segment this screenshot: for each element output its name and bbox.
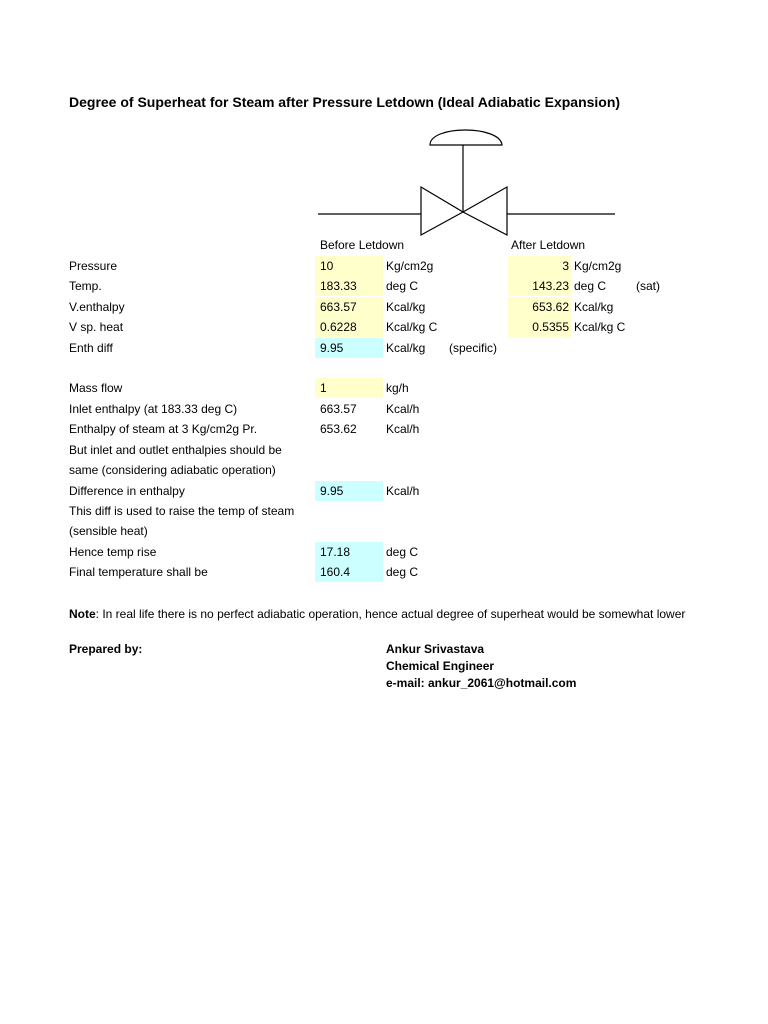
before-value: 663.57 [315, 297, 383, 317]
valve-actuator [430, 130, 502, 145]
author-name: Ankur Srivastava [386, 642, 485, 656]
calc-unit: kg/h [386, 381, 409, 395]
header-before-letdown: Before Letdown [320, 238, 405, 252]
calc-value: 1 [315, 378, 383, 398]
saturation-note: (sat) [636, 279, 660, 293]
row-label: Pressure [69, 259, 118, 273]
after-unit: deg C [574, 279, 607, 293]
after-value: 3 [508, 256, 571, 276]
after-value: 143.23 [508, 276, 571, 296]
calc-value: 663.57 [320, 402, 357, 416]
before-value: 0.6228 [315, 317, 383, 337]
after-value: 653.62 [508, 297, 571, 317]
calc-unit: Kcal/h [386, 402, 420, 416]
calc-value: 160.4 [315, 562, 383, 582]
calc-value: 653.62 [320, 422, 357, 436]
calc-label: Final temperature shall be [69, 565, 208, 579]
valve-diagram-icon [310, 120, 630, 240]
calc-label: This diff is used to raise the temp of steam [69, 504, 295, 518]
author-role: Chemical Engineer [386, 659, 495, 673]
calc-label: Inlet enthalpy (at 183.33 deg C) [69, 402, 238, 416]
after-value: 0.5355 [508, 317, 571, 337]
before-unit: Kcal/kg C [386, 320, 438, 334]
calc-label: Difference in enthalpy [69, 484, 185, 498]
before-unit: Kcal/kg [386, 341, 426, 355]
calc-label: (sensible heat) [69, 524, 148, 538]
before-value: 10 [315, 256, 383, 276]
calc-label: But inlet and outlet enthalpies should be [69, 443, 282, 457]
before-unit: deg C [386, 279, 419, 293]
before-unit: Kg/cm2g [386, 259, 434, 273]
calc-unit: Kcal/h [386, 484, 420, 498]
row-label: Temp. [69, 279, 102, 293]
calc-value: 9.95 [315, 481, 383, 501]
valve-body-right [463, 187, 507, 235]
calc-label: Mass flow [69, 381, 123, 395]
calc-value: 17.18 [315, 542, 383, 562]
calc-unit: deg C [386, 565, 419, 579]
before-unit: Kcal/kg [386, 300, 426, 314]
calc-label: same (considering adiabatic operation) [69, 463, 276, 477]
calc-unit: Kcal/h [386, 422, 420, 436]
after-unit: Kcal/kg C [574, 320, 626, 334]
after-unit: Kcal/kg [574, 300, 614, 314]
author-email: e-mail: ankur_2061@hotmail.com [386, 676, 577, 690]
note-body: : In real life there is no perfect adiabatic operation, hence actual degree of superheat would be somewhat lower [95, 607, 686, 621]
row-label: V.enthalpy [69, 300, 125, 314]
note-text [69, 604, 697, 624]
calc-label: Hence temp rise [69, 545, 157, 559]
calc-label: Enthalpy of steam at 3 Kg/cm2g Pr. [69, 422, 258, 436]
specific-note: (specific) [449, 341, 498, 355]
note-label: Note [69, 607, 96, 621]
header-after-letdown: After Letdown [511, 238, 586, 252]
after-unit: Kg/cm2g [574, 259, 622, 273]
valve-body-left [421, 187, 463, 235]
page-title: Degree of Superheat for Steam after Pressure Letdown (Ideal Adiabatic Expansion) [69, 94, 621, 110]
prepared-by-label: Prepared by: [69, 642, 143, 656]
enth-diff-value: 9.95 [315, 338, 383, 358]
calc-unit: deg C [386, 545, 419, 559]
row-label: V sp. heat [69, 320, 124, 334]
row-label: Enth diff [69, 341, 113, 355]
before-value: 183.33 [315, 276, 383, 296]
